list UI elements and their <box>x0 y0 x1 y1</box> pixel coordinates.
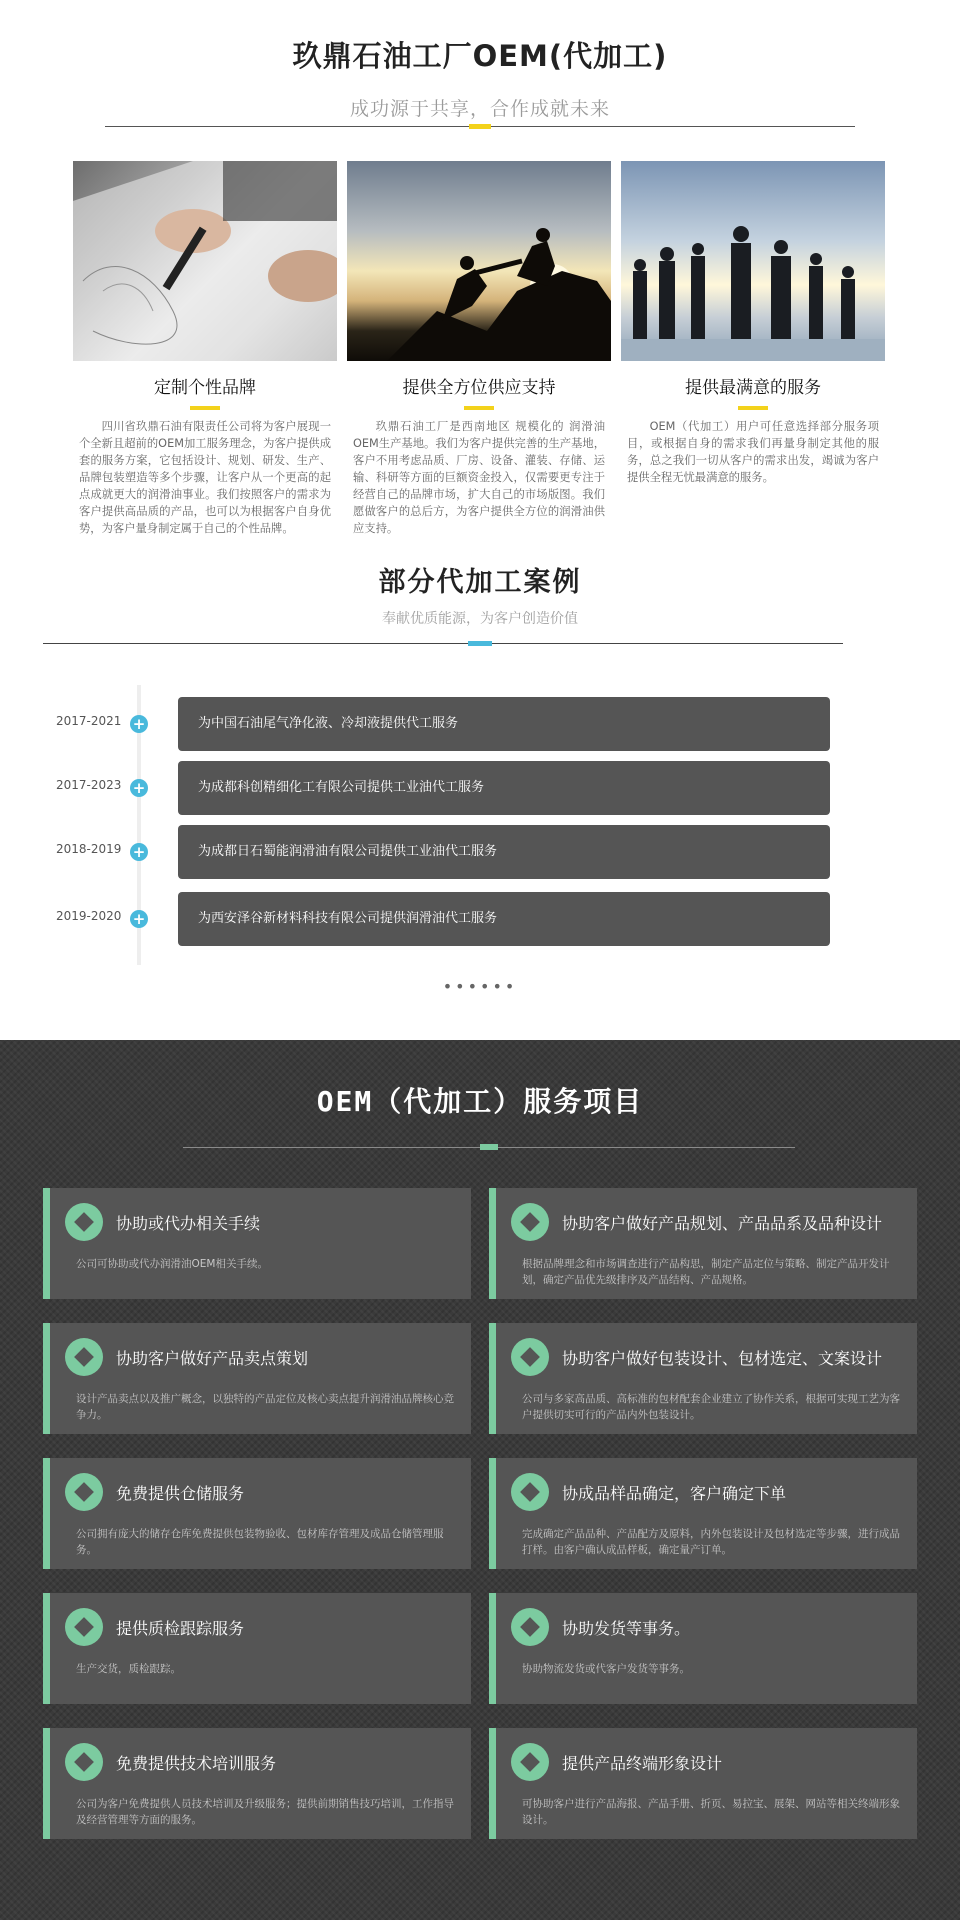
case-item[interactable]: 为成都日石蜀能润滑油有限公司提供工业油代工服务 <box>178 825 830 879</box>
service-title: 提供质检跟踪服务 <box>116 1619 245 1638</box>
service-description: 根据品牌理念和市场调查进行产品构思，制定产品定位与策略、制定产品开发计划，确定产品优先级排序及产品结构、产品规格。 <box>522 1258 890 1286</box>
service-card[interactable] <box>43 1323 471 1434</box>
diamond-circle-icon <box>65 1743 103 1781</box>
case-row <box>0 892 960 946</box>
diamond-circle-icon <box>65 1608 103 1646</box>
diamond-circle-icon <box>511 1473 549 1511</box>
service-card[interactable] <box>489 1323 917 1434</box>
service-description: 完成确定产品品种、产品配方及原料，内外包装设计及包材选定等步骤，进行成品打样。由客户确认成品样板，确定量产订单。 <box>522 1528 900 1556</box>
service-title: 免费提供技术培训服务 <box>116 1754 277 1773</box>
feature-title-accent <box>464 406 494 410</box>
case-date: 2019-2020 <box>56 909 122 923</box>
feature-title-accent <box>738 406 768 410</box>
climbers-illustration <box>347 161 611 361</box>
hand-drawing-photo <box>73 161 337 361</box>
service-description: 可协助客户进行产品海报、产品手册、折页、易拉宝、展架、网站等相关终端形象设计。 <box>522 1798 900 1826</box>
cases-divider-accent <box>468 641 492 646</box>
page-title: 玖鼎石油工厂OEM(代加工) <box>292 39 668 73</box>
case-item[interactable]: 为中国石油尾气净化液、冷却液提供代工服务 <box>178 697 830 751</box>
title-divider-accent <box>469 124 491 129</box>
cases-subtitle: 奉献优质能源，为客户创造价值 <box>382 611 578 627</box>
service-title: 协助发货等事务。 <box>562 1619 691 1638</box>
service-card[interactable] <box>43 1458 471 1569</box>
feature-description: 四川省玖鼎石油有限责任公司将为客户展现一个全新且超前的OEM加工服务理念，为客户提供成套的服务方案，它包括设计、规划、研发、生产、品牌包装塑造等多个步骤，让客户从一个更高的起点成就更大的润滑油事业。我们按照客户的需求为客户提供高品质的产品，也可以为根据客户自身优势，为客户量身制定属于自己的个性品牌。 <box>79 420 331 535</box>
services-section <box>0 1040 960 1920</box>
feature-title: 提供全方位供应支持 <box>402 378 556 398</box>
page-subtitle: 成功源于共享，合作成就未来 <box>349 98 610 120</box>
climbers-sunset-photo <box>347 161 611 361</box>
service-title: 协助客户做好产品卖点策划 <box>116 1349 309 1368</box>
diamond-circle-icon <box>511 1608 549 1646</box>
diamond-circle-icon <box>65 1473 103 1511</box>
service-description: 设计产品卖点以及推广概念，以独特的产品定位及核心卖点提升润滑油品牌核心竞争力。 <box>76 1393 454 1421</box>
feature-card-brand <box>73 161 337 537</box>
service-card[interactable] <box>43 1593 471 1704</box>
case-date: 2017-2023 <box>56 778 122 792</box>
plus-circle-icon[interactable]: + <box>130 843 148 861</box>
case-date: 2017-2021 <box>56 714 122 728</box>
service-description: 公司拥有庞大的储存仓库免费提供包装物验收、包材库存管理及成品仓储管理服务。 <box>76 1528 444 1556</box>
plus-circle-icon[interactable]: + <box>130 910 148 928</box>
hand-drawing-illustration <box>73 161 337 361</box>
diamond-circle-icon <box>511 1743 549 1781</box>
case-item[interactable]: 为成都科创精细化工有限公司提供工业油代工服务 <box>178 761 830 815</box>
case-row <box>0 697 960 751</box>
business-team-silhouette-photo <box>621 161 885 361</box>
service-card[interactable] <box>43 1188 471 1299</box>
diamond-circle-icon <box>511 1203 549 1241</box>
feature-description: 玖鼎石油工厂是西南地区 规模化的 润滑油OEM生产基地。我们为客户提供完善的生产基地，客户不用考虑品质、厂房、设备、灌装、存储、运输、科研等方面的巨额资金投入，仅需要更专注于经营自己的品牌市场，扩大自己的市场版图。我们愿做客户的总后方，为客户提供全方位的润滑油供应支持。 <box>353 420 605 535</box>
service-description: 公司为客户免费提供人员技术培训及升级服务；提供前期销售技巧培训，工作指导及经营管理等方面的服务。 <box>76 1798 454 1826</box>
service-card[interactable] <box>489 1593 917 1704</box>
service-description: 生产交货，质检跟踪。 <box>76 1663 181 1675</box>
service-title: 协助客户做好包装设计、包材选定、文案设计 <box>562 1349 883 1368</box>
service-description: 协助物流发货或代客户发货等事务。 <box>522 1663 690 1675</box>
diamond-circle-icon <box>65 1338 103 1376</box>
service-card[interactable] <box>43 1728 471 1839</box>
feature-card-service <box>621 161 885 486</box>
plus-circle-icon[interactable]: + <box>130 715 148 733</box>
service-description: 公司与多家高品质、高标准的包材配套企业建立了协作关系，根据可实现工艺为客户提供切实可行的产品内外包装设计。 <box>522 1393 900 1421</box>
case-date: 2018-2019 <box>56 842 122 856</box>
service-description: 公司可协助或代办润滑油OEM相关手续。 <box>76 1258 268 1270</box>
services-title: OEM（代加工）服务项目 <box>316 1085 644 1118</box>
service-card[interactable] <box>489 1458 917 1569</box>
plus-circle-icon[interactable]: + <box>130 779 148 797</box>
service-title: 协成品样品确定，客户确定下单 <box>562 1484 787 1503</box>
case-row <box>0 761 960 815</box>
feature-card-supply <box>347 161 611 537</box>
service-title: 协助客户做好产品规划、产品品系及品种设计 <box>562 1214 883 1233</box>
cases-divider <box>43 643 843 644</box>
service-title: 免费提供仓储服务 <box>116 1484 245 1503</box>
case-item[interactable]: 为西安泽谷新材料科技有限公司提供润滑油代工服务 <box>178 892 830 946</box>
team-silhouette-illustration <box>621 161 885 361</box>
service-title: 协助或代办相关手续 <box>116 1214 261 1233</box>
cases-title: 部分代加工案例 <box>378 567 582 598</box>
service-card[interactable] <box>489 1728 917 1839</box>
feature-title: 提供最满意的服务 <box>685 378 821 398</box>
more-dots[interactable]: •••••• <box>442 977 518 996</box>
feature-title-accent <box>190 406 220 410</box>
services-divider-accent <box>480 1144 498 1150</box>
service-card[interactable] <box>489 1188 917 1299</box>
feature-description: OEM（代加工）用户可任意选择部分服务项目，或根据自身的需求我们再量身制定其他的服务，总之我们一切从客户的需求出发，竭诚为客户提供全程无忧最满意的服务。 <box>627 420 879 484</box>
service-title: 提供产品终端形象设计 <box>562 1754 723 1773</box>
diamond-circle-icon <box>511 1338 549 1376</box>
diamond-circle-icon <box>65 1203 103 1241</box>
case-row <box>0 825 960 879</box>
feature-title: 定制个性品牌 <box>154 378 256 398</box>
